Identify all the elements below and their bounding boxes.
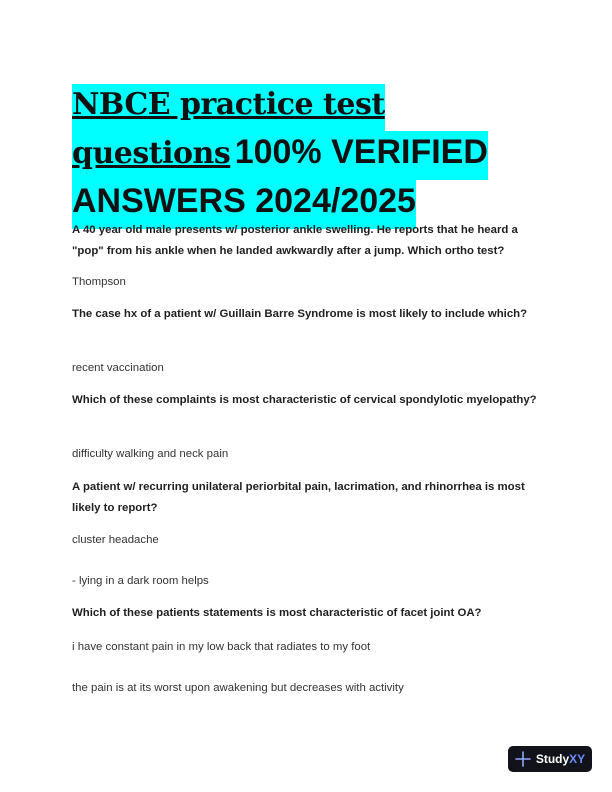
document-title bbox=[72, 84, 514, 229]
badge-brand-text bbox=[536, 752, 585, 766]
answer-text: cluster headache bbox=[72, 534, 159, 546]
answer-block-1 bbox=[72, 274, 542, 290]
question-text: The case hx of a patient w/ Guillain Barre Syndrome is most likely to include which? bbox=[72, 308, 528, 320]
title-link[interactable]: NBCE practice test bbox=[72, 87, 385, 122]
question-block-5 bbox=[72, 603, 542, 624]
title-link-continued[interactable]: questions bbox=[72, 136, 231, 171]
answer-note-text: - lying in a dark room helps bbox=[72, 575, 209, 587]
question-text: Which of these complaints is most characteristic of cervical spondylotic myelopathy? bbox=[72, 394, 537, 406]
answer-text: recent vaccination bbox=[72, 362, 164, 374]
badge-brand-main: Study bbox=[535, 752, 570, 766]
answer-text: difficulty walking and neck pain bbox=[72, 448, 229, 460]
question-text: Which of these patients statements is most characteristic of facet joint OA? bbox=[72, 607, 482, 619]
answer-text: Thompson bbox=[72, 276, 126, 288]
answer-block-4 bbox=[72, 532, 542, 548]
question-block-1 bbox=[72, 220, 542, 262]
question-block-2 bbox=[72, 304, 542, 325]
question-block-3 bbox=[72, 390, 542, 411]
answer-block-3 bbox=[72, 446, 542, 462]
answer-block-5 bbox=[72, 639, 542, 655]
answer-note-text: the pain is at its worst upon awakening but decreases with activity bbox=[72, 682, 404, 694]
title-line-2 bbox=[72, 131, 488, 180]
answer-text: i have constant pain in my low back that radiates to my foot bbox=[72, 641, 371, 653]
question-block-4 bbox=[72, 477, 542, 519]
studyxy-badge[interactable] bbox=[508, 746, 592, 772]
question-text: A patient w/ recurring unilateral periorbital pain, lacrimation, and rhinorrhea is most likely to report? bbox=[72, 481, 525, 514]
answer-note-5 bbox=[72, 680, 542, 696]
title-line-1 bbox=[72, 84, 385, 131]
answer-note-4 bbox=[72, 573, 542, 589]
title-answers-text: ANSWERS 2024/2025 bbox=[72, 182, 416, 220]
question-text: A 40 year old male presents w/ posterior ankle swelling. He reports that he heard a "pop" from his ankle when he landed awkwardly after a jump. Which ortho test? bbox=[72, 224, 518, 257]
title-verified-text: 100% VERIFIED bbox=[234, 133, 488, 171]
plus-sparkle-icon bbox=[515, 751, 531, 767]
badge-brand-accent: XY bbox=[569, 752, 586, 766]
answer-block-2 bbox=[72, 360, 542, 376]
